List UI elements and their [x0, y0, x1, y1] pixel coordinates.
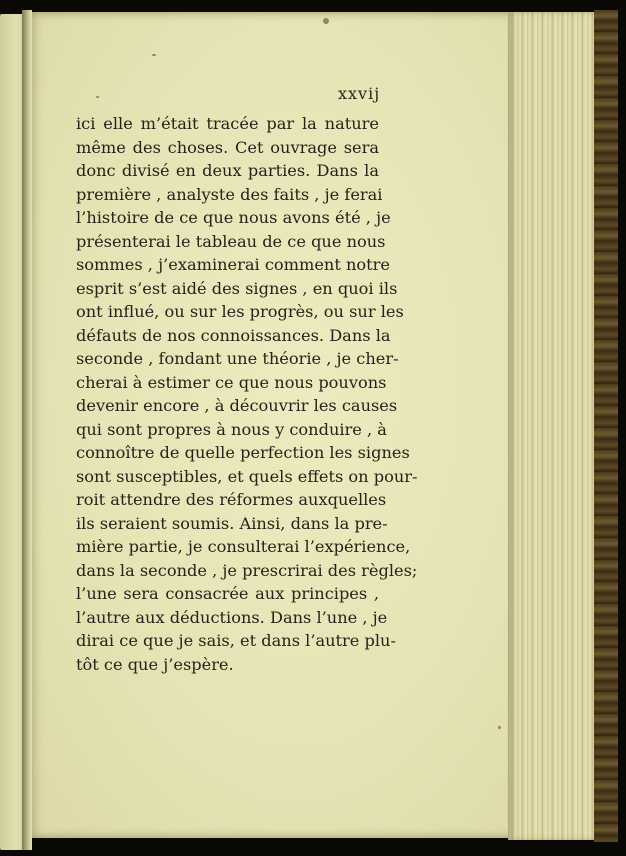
text-line: l’autre aux déductions. Dans l’une , je	[76, 607, 388, 627]
paper-speck	[498, 726, 501, 729]
text-line: ils seraient soumis. Ainsi, dans la pre-	[76, 513, 388, 533]
text-line: même des choses. Cet ouvrage sera	[76, 137, 379, 157]
text-line: dans la seconde , je prescrirai des règles;	[76, 560, 418, 580]
text-line: ont influé, ou sur les progrès, ou sur les	[76, 302, 404, 321]
text-line: connoître de quelle perfection les signes	[76, 443, 410, 462]
text-line: défauts de nos connoissances. Dans la	[76, 325, 391, 345]
text-line: qui sont propres à nous y conduire , à	[76, 419, 387, 439]
text-line: l’une sera consacrée aux principes ,	[76, 584, 379, 603]
text-line: ici elle m’était tracée par la nature	[76, 114, 379, 133]
text-line: sommes , j’examinerai comment notre	[76, 255, 391, 274]
text-line: devenir encore , à découvrir les causes	[76, 396, 398, 415]
text-line: mière partie, je consulterai l’expérience,	[76, 537, 411, 556]
text-line: donc divisé en deux parties. Dans la	[76, 161, 379, 180]
text-line: présenterai le tableau de ce que nous	[76, 231, 386, 251]
text-line: dirai ce que je sais, et dans l’autre plu-	[76, 631, 396, 650]
body-text	[76, 112, 418, 676]
page-number-header: xxvij	[338, 84, 381, 103]
text-line: esprit s’est aidé des signes , en quoi ils	[76, 278, 398, 298]
text-line: cherai à estimer ce que nous pouvons	[76, 372, 387, 392]
page-block-edges	[508, 12, 606, 840]
paper-hole	[323, 18, 329, 24]
paper-speck	[96, 96, 99, 98]
text-line: tôt ce que j’espère.	[76, 654, 234, 674]
page-gutter	[22, 10, 32, 850]
text-line: seconde , fondant une théorie , je cher-	[76, 349, 399, 368]
text-line: sont susceptibles, et quels effets on pour-	[76, 466, 418, 486]
text-line: première , analyste des faits , je ferai	[76, 184, 383, 204]
text-line: l’histoire de ce que nous avons été , je	[76, 208, 391, 227]
text-line: roit attendre des réformes auxquelles	[76, 490, 387, 509]
paper-speck	[152, 54, 156, 56]
book-binding	[594, 10, 618, 842]
